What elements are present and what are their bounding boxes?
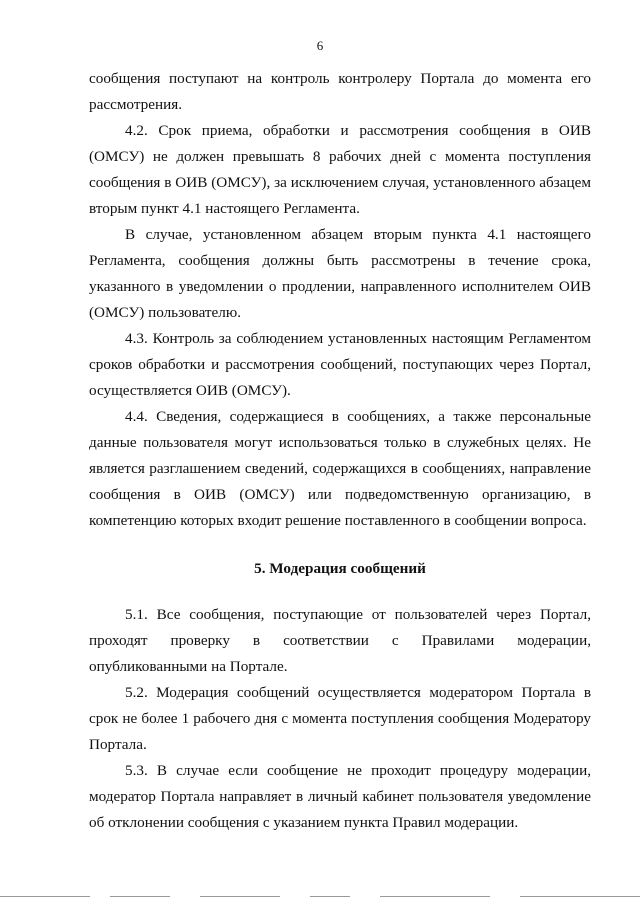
paragraph-4-2: 4.2. Срок приема, обработки и рассмотрения сообщения в ОИВ (ОМСУ) не должен превышать 8 рабочих дней с момента поступления сообщения в ОИВ (ОМСУ), за исключением случая, установленного абзацем вторым пункт 4.1 настоящего Регламента. bbox=[89, 122, 591, 217]
section-heading-moderation: 5. Модерация сообщений bbox=[254, 560, 426, 577]
paragraph-5-2: 5.2. Модерация сообщений осуществляется модератором Портала в срок не более 1 рабочего дня с момента поступления сообщения Модератору Портала. bbox=[89, 684, 591, 753]
paragraph-4-4: 4.4. Сведения, содержащиеся в сообщениях, а также персональные данные пользователя могут использоваться только в служебных целях. Не является разглашением сведений, содержащихся в сообщениях, направление сообщения в ОИВ (ОМСУ) или подведомственную организацию, в компетенцию которых входит решение поставленного в сообщении вопроса. bbox=[89, 408, 591, 529]
document-body bbox=[89, 66, 591, 836]
page-number: 6 bbox=[316, 38, 324, 53]
paragraph-5-3: 5.3. В случае если сообщение не проходит процедуру модерации, модератор Портала направляет в личный кабинет пользователя уведомление об отклонении сообщения с указанием пункта Правил модерации. bbox=[89, 762, 591, 831]
paragraph-continuation: сообщения поступают на контроль контролеру Портала до момента его рассмотрения. bbox=[89, 70, 591, 113]
paragraph-4-3: 4.3. Контроль за соблюдением установленных настоящим Регламентом сроков обработки и рассмотрения сообщений, поступающих через Портал, осуществляется ОИВ (ОМСУ). bbox=[89, 330, 591, 399]
scan-edge-artifact bbox=[0, 894, 640, 900]
paragraph-4-2-case: В случае, установленном абзацем вторым пункта 4.1 настоящего Регламента, сообщения должны быть рассмотрены в течение срока, указанного в уведомлении о продлении, направленного исполнителем ОИВ (ОМСУ) пользователю. bbox=[89, 226, 591, 321]
paragraph-5-1: 5.1. Все сообщения, поступающие от пользователей через Портал, проходят проверку в соответствии с Правилами модерации, опубликованными на Портале. bbox=[89, 606, 591, 675]
